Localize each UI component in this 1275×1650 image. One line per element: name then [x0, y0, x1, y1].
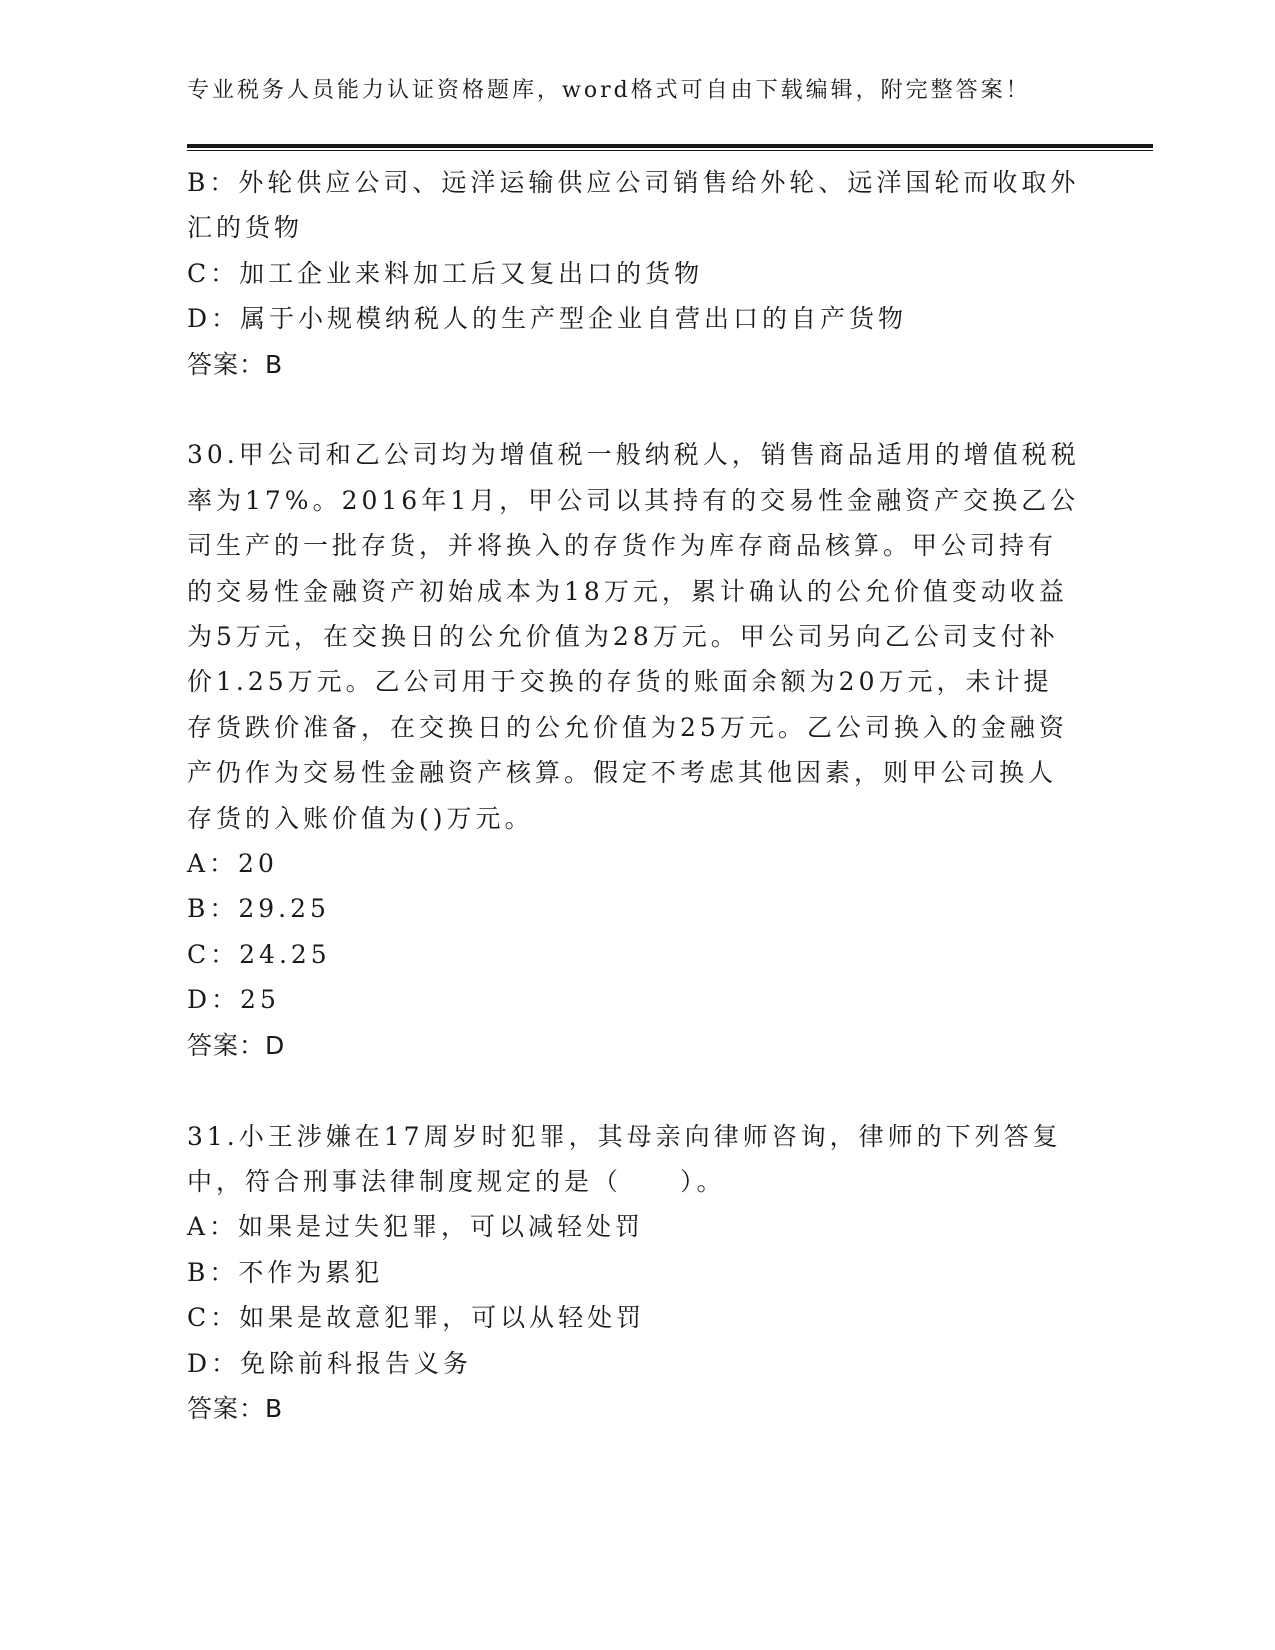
q30-option-c: C：24.25: [187, 939, 331, 969]
q30-option-a: A：20: [187, 849, 278, 879]
q30-stem-line: 司生产的一批存货，并将换入的存货作为库存商品核算。甲公司持有: [187, 531, 1058, 561]
header-rule-thin: [187, 150, 1153, 151]
spacer: [187, 1068, 1067, 1113]
q30-option-b: B：29.25: [187, 894, 330, 924]
q29-option-b-line1: B：外轮供应公司、远洋运输供应公司销售给外轮、远洋国轮而收取外: [187, 168, 1080, 197]
q30-stem-line: 的交易性金融资产初始成本为18万元，累计确认的公允价值变动收益: [187, 576, 1068, 606]
q30-stem-line: 率为17%。2016年1月，甲公司以其持有的交易性金融资产交换乙公: [187, 485, 1080, 515]
q29-option-d: D：属于小规模纳税人的生产型企业自营出口的自产货物: [187, 304, 908, 334]
q31-option-b: B：不作为累犯: [187, 1257, 384, 1287]
q29-option-b-line2: 汇的货物: [187, 213, 304, 243]
q30-stem-line: 存货跌价准备，在交换日的公允价值为25万元。乙公司换入的金融资: [187, 712, 1068, 742]
question-29: [187, 160, 1080, 387]
q31-answer: 答案：B: [187, 1393, 284, 1423]
q30-stem-line: 产仍作为交易性金融资产核算。假定不考虑其他因素，则甲公司换人: [187, 758, 1058, 788]
header-rule-thick: [187, 144, 1153, 148]
q30-stem-line: 价1.25万元。乙公司用于交换的存货的账面余额为20万元，未计提: [187, 667, 1053, 697]
document-header: 专业税务人员能力认证资格题库，word格式可自由下载编辑，附完整答案！: [187, 78, 1031, 103]
q31-stem-line: 31.小王涉嫌在17周岁时犯罪，其母亲向律师咨询，律师的下列答复: [187, 1121, 1062, 1151]
question-30: [187, 432, 1080, 1068]
q29-answer: 答案：B: [187, 349, 284, 379]
question-31: [187, 1114, 1067, 1432]
q30-answer: 答案：D: [187, 1030, 286, 1060]
q30-stem-line: 30.甲公司和乙公司均为增值税一般纳税人，销售商品适用的增值税税: [187, 440, 1080, 470]
q31-option-a: A：如果是过失犯罪，可以减轻处罚: [187, 1212, 645, 1242]
q30-stem-line: 存货的入账价值为()万元。: [187, 803, 534, 833]
q30-stem-line: 为5万元，在交换日的公允价值为28万元。甲公司另向乙公司支付补: [187, 622, 1059, 652]
q31-option-d: D：免除前科报告义务: [187, 1348, 473, 1378]
q29-option-c: C：加工企业来料加工后又复出口的货物: [187, 258, 704, 288]
q31-stem-line: 中，符合刑事法律制度规定的是（ ）。: [187, 1166, 726, 1196]
q30-option-d: D：25: [187, 985, 280, 1015]
q31-option-c: C：如果是故意犯罪，可以从轻处罚: [187, 1303, 646, 1333]
document-body: [187, 160, 1080, 1431]
spacer: [187, 387, 1067, 432]
